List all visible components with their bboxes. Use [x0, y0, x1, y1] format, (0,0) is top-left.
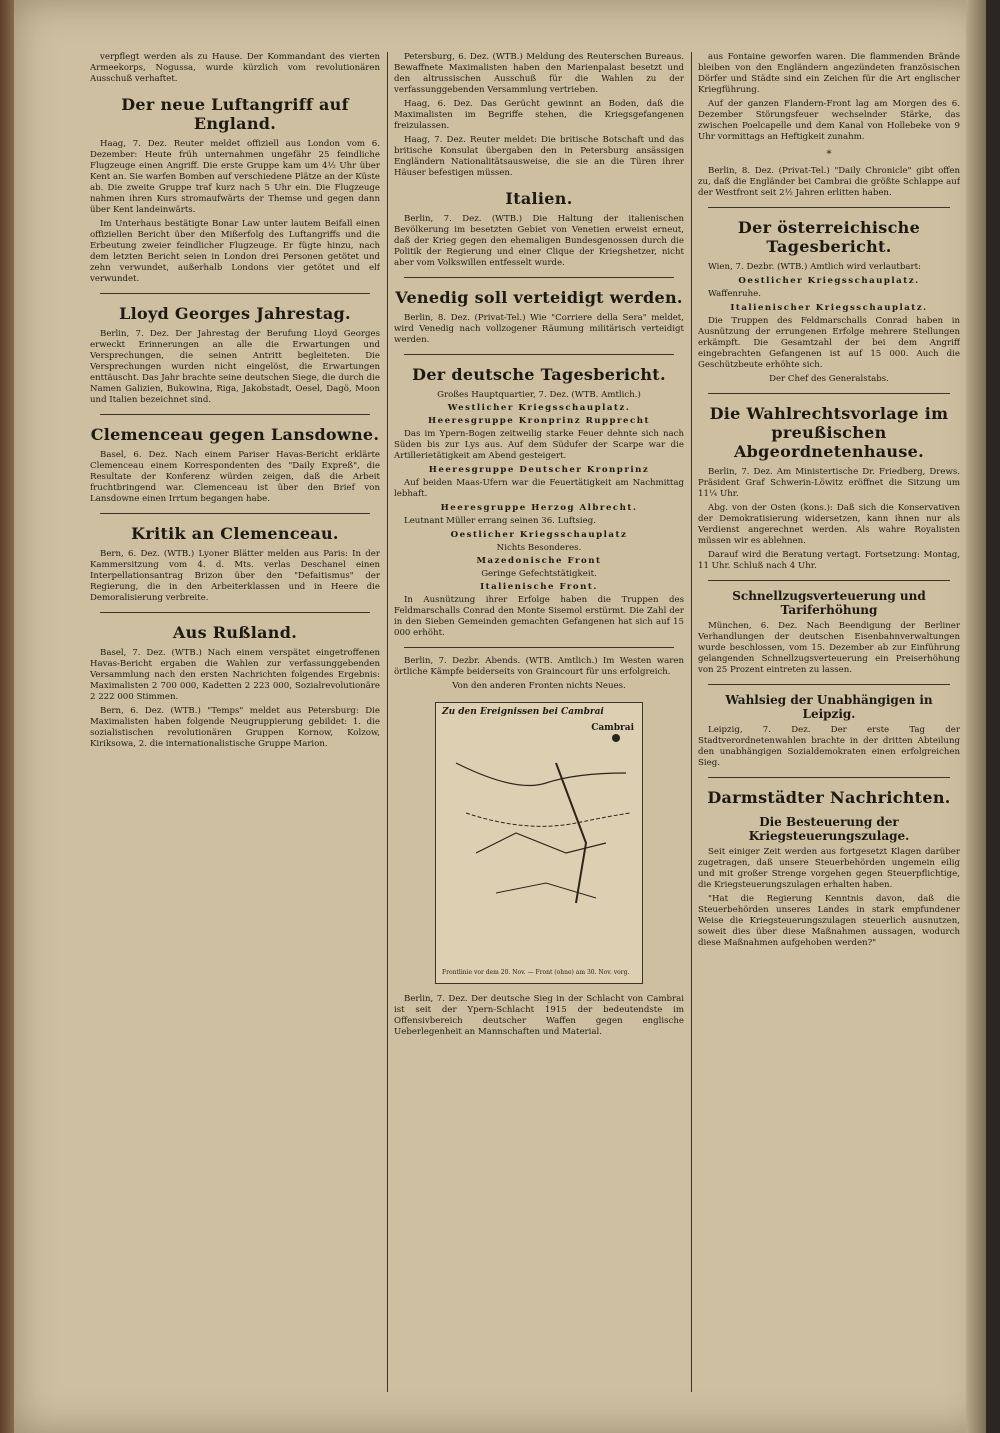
article-text: Leipzig, 7. Dez. Der erste Tag der Stadtverordnetenwahlen brachte in der dritten Abteilung den unabhängigen Sozialdemokraten einen erfolgreichen Sieg.	[698, 725, 960, 768]
article-text: Waffenruhe.	[708, 289, 761, 299]
separator	[404, 277, 674, 278]
article-text: Darauf wird die Beratung vertagt. Fortsetzung: Montag, 11 Uhr. Schluß nach 4 Uhr.	[698, 550, 960, 571]
separator	[708, 580, 950, 581]
signature: Der Chef des Generalstabs.	[769, 374, 889, 384]
article-text: Haag, 7. Dez. Reuter meldet offiziell aus London vom 6. Dezember: Heute früh unternahmen ungefähr 25 feindliche Flugzeuge einen Angriff. Die erste Gruppe kam um 4½ Uhr über Kent an. Sie warfen Bomben auf verschiedene Plätze an der Küste ab. Die zweite Gruppe traf kurz nach 5 Uhr ein. Die Flugzeuge nahmen ihren Kurs stromaufwärts der Themse und gegen dann über Kent landeinwärts.	[90, 139, 380, 215]
map-lines	[436, 703, 642, 983]
article-text: Bern, 6. Dez. (WTB.) Lyoner Blätter melden aus Paris: In der Kammersitzung vom 4. d. Mts. verlas Deschanel einen Interpellationsantrag Brizon über den "Defaitismus" der Regierung, die in den Arbeiterklassen und in Heere die Demoralisierung verbreite.	[90, 549, 380, 603]
column-rule-left	[387, 52, 388, 1392]
dateline: Großes Hauptquartier, 7. Dez. (WTB. Amtlich.)	[437, 390, 641, 400]
headline-kritik-clemenceau: Kritik an Clemenceau.	[131, 524, 339, 543]
article-text: München, 6. Dez. Nach Beendigung der Berliner Verhandlungen der deutschen Eisenbahnverwaltungen wurde beschlossen, vom 15. Dezember ab zur Einführung gelangenden Schnellzugsverteuerung ein Preiserhöhung von 25 Prozent eintreten zu lassen.	[698, 621, 960, 675]
article-text: Haag, 7. Dez. Reuter meldet: Die britische Botschaft und das britische Konsulat übergaben den in Petersburg ansässigen Engländern Nationalitätsausweise, die sie an die Türen ihrer Häuser befestigen müssen.	[394, 135, 684, 178]
article-text: Abg. von der Osten (kons.): Daß sich die Konservativen der Demokratisierung widersetzen, kann ihnen nur als Verdienst angerechnet werden. Als wahre Royalisten müssen wir es ablehnen.	[698, 503, 960, 546]
article-text: Berlin, 7. Dezbr. Abends. (WTB. Amtlich.) Im Westen waren örtliche Kämpfe beiderseits von Graincourt für uns erfolgreich.	[394, 656, 684, 677]
article-text: Im Unterhaus bestätigte Bonar Law unter lautem Beifall einen offiziellen Bericht über den Mißerfolg des Luftangriffs und die Erbeutung zweier feindlicher Flugzeuge. Er fügte hinzu, nach dem letzten Bericht seien in London drei Personen getötet und zehn verwundet, außerhalb Londons vier getötet und elf verwundet.	[90, 219, 380, 284]
headline-clemenceau-lansdowne: Clemenceau gegen Lansdowne.	[90, 425, 380, 444]
article-text: In Ausnützung ihrer Erfolge haben die Truppen des Feldmarschalls Conrad den Monte Sisemol erstürmt. Die Zahl der in den Sieben Gemeinden gemachten Gefangenen hat sich auf 15 000 erhöht.	[394, 595, 684, 638]
article-text: Von den anderen Fronten nichts Neues.	[452, 681, 626, 691]
headline-russland: Aus Rußland.	[172, 623, 298, 642]
article-text: Geringe Gefechtstätigkeit.	[481, 569, 597, 579]
subheading: Oestlicher Kriegsschauplatz.	[738, 276, 920, 286]
subheading: Westlicher Kriegsschauplatz.	[447, 403, 631, 413]
headline-lloyd-george: Lloyd Georges Jahrestag.	[119, 304, 351, 323]
subheading: Heeresgruppe Kronprinz Rupprecht	[428, 416, 650, 426]
headline-besteuerung: Die Besteuerung der Kriegsteuerungszulage.	[748, 815, 910, 843]
article-text: Basel, 6. Dez. Nach einem Pariser Havas-Bericht erklärte Clemenceau einem Korrespondenten des "Daily Expreß", die Resultate der Konferenz würden zeigen, daß die Arbeit fruchtbringend war. Clemenceau ist über den Brief von Lansdowne einen Irrtum begangen habe.	[90, 450, 380, 504]
subheading: Italienische Front.	[480, 582, 598, 592]
book-binding	[0, 0, 14, 1433]
separator	[100, 414, 370, 415]
headline-wahlsieg-leipzig: Wahlsieg der Unabhängigen in Leipzig.	[725, 693, 933, 721]
column-rule-right	[691, 52, 692, 1392]
separator	[100, 513, 370, 514]
article-text: Haag, 6. Dez. Das Gerücht gewinnt an Boden, daß die Maximalisten im Begriffe stehen, die Kriegsgefangenen freizulassen.	[394, 99, 684, 131]
headline-luftangriff: Der neue Luftangriff auf England.	[121, 95, 349, 133]
separator	[708, 207, 950, 208]
article-text: Berlin, 7. Dez. Der deutsche Sieg in der Schlacht von Cambrai ist seit der Ypern-Schlacht 1915 der bedeutendste im Offensivbereich deutscher Waffen gegen englische Ueberlegenheit an Mannschaften und Material.	[394, 994, 684, 1037]
subheading: Italienischer Kriegsschauplatz.	[730, 303, 928, 313]
subheading: Oestlicher Kriegsschauplatz	[450, 530, 628, 540]
article-text: Die Truppen des Feldmarschalls Conrad haben in Ausnützung der errungenen Erfolge mehrere Stellungen erkämpft. Die Gesamtzahl der bei dem Angriff eingebrachten Gefangenen ist auf 15 000. Auch die Geschützbeute erhöhte sich.	[698, 316, 960, 370]
article-text: Berlin, 7. Dez. (WTB.) Die Haltung der italienischen Bevölkerung im besetzten Gebiet von Venetien erweist erneut, daß der Krieg gegen den ehemaligen Bundesgenossen durch die Politik der Regierung und einer Clique der Kriegshetzer, nicht aber vom Volkswillen entfesselt wurde.	[394, 214, 684, 268]
headline-oesterreich-tagesbericht: Der österreichische Tagesbericht.	[737, 218, 921, 256]
article-text: Berlin, 7. Dez. Der Jahrestag der Berufung Lloyd Georges erweckt Erinnerungen an alle die Erwartungen und Versprechungen, die seinen Antritt begleiteten. Die Versprechungen wurden nicht eingelöst, die Erwartungen enttäuscht. Das Jahr brachte seine deutschen Siege, die durch die Namen Galizien, Bukowina, Riga, Jakobstadt, Oesel, Dagö, Moon und Italien bezeichnet sind.	[90, 329, 380, 405]
article-text: Das im Ypern-Bogen zeitweilig starke Feuer dehnte sich nach Süden bis zur Lys aus. Auf dem Südufer der Scarpe war die Artillerietätigkeit am Abend gesteigert.	[394, 429, 684, 461]
article-text: Petersburg, 6. Dez. (WTB.) Meldung des Reuterschen Bureaus. Bewaffnete Maximalisten haben den Marienpalast besetzt und den altrussischen Ausschuß für die Wahlen zu der verfassunggebenden Versammlung vertrieben.	[394, 52, 684, 95]
article-text: Leutnant Müller errang seinen 36. Luftsieg.	[404, 516, 596, 526]
headline-italien: Italien.	[505, 189, 573, 208]
article-text: "Hat die Regierung Kenntnis davon, daß die Steuerbehörden unseres Landes in stark empfundener Weise die Kriegsteuerungszulagen steuerlich ausnutzen, soweit dies über diese Maßnahmen aussagen, wodurch diese Maßnahmen aufgehoben werden?"	[698, 894, 960, 948]
article-text: Bern, 6. Dez. (WTB.) "Temps" meldet aus Petersburg: Die Maximalisten haben folgende Neugruppierung gebildet: 1. die sozialistischen revolutionären Gruppen Kornow, Kolzow, Kiriksowa, 2. die internationalistische Gruppe Marion.	[90, 706, 380, 749]
map-city-label: Cambrai	[591, 723, 634, 733]
headline-darmstaedter-nachrichten: Darmstädter Nachrichten.	[707, 788, 951, 807]
headline-schnellzug: Schnellzugsverteuerung und Tariferhöhung	[732, 589, 926, 617]
subheading: Heeresgruppe Deutscher Kronprinz	[428, 465, 650, 475]
article-text: Berlin, 8. Dez. (Privat-Tel.) "Daily Chronicle" gibt offen zu, daß die Engländer bei Cambrai die größte Schlappe auf der Westfront seit 2½ Jahren erlitten haben.	[698, 166, 960, 198]
article-text: aus Fontaine geworfen waren. Die flammenden Brände bleiben von den Engländern angezündeten französischen Dörfer und Städte sind ein Zeichen für die Art englischer Kriegführung.	[698, 52, 960, 95]
article-text: Seit einiger Zeit werden aus fortgesetzt Klagen darüber zugetragen, daß unsere Steuerbehörden ungemein eilig und mit großer Strenge vorgehen gegen Steuerpflichtige, die Kriegsteuerungszulagen erhalten haben.	[698, 847, 960, 890]
separator	[708, 393, 950, 394]
article-text: Nichts Besonderes.	[496, 543, 582, 553]
separator	[100, 293, 370, 294]
star-separator: *	[826, 149, 832, 160]
separator	[404, 354, 674, 355]
article-text: Auf beiden Maas-Ufern war die Feuertätigkeit am Nachmittag lebhaft.	[394, 478, 684, 499]
subheading: Heeresgruppe Herzog Albrecht.	[440, 503, 638, 513]
intro-text: verpflegt werden als zu Hause. Der Kommandant des vierten Armeekorps, Nogussa, wurde kürzlich vom revolutionären Ausschuß verhaftet.	[90, 52, 380, 84]
column-3	[698, 52, 960, 1392]
separator	[708, 777, 950, 778]
map-title: Zu den Ereignissen bei Cambrai	[442, 707, 604, 717]
map-legend: Frontlinie vor dem 20. Nov. — Front (ohne) am 30. Nov. vorg.	[442, 969, 630, 976]
adjacent-page-edge	[966, 0, 986, 1433]
separator	[100, 612, 370, 613]
article-text: Berlin, 7. Dez. Am Ministertische Dr. Friedberg, Drews. Präsident Graf Schwerin-Löwitz eröffnet die Sitzung um 11¼ Uhr.	[698, 467, 960, 499]
headline-wahlrechtsvorlage: Die Wahlrechtsvorlage im preußischen Abgeordnetenhause.	[709, 404, 949, 461]
article-text: Auf der ganzen Flandern-Front lag am Morgen des 6. Dezember Störungsfeuer wechselnder Stärke, das zwischen Poelcapelle und dem Kanal von Hollebeke von 9 Uhr vormittags an Heftigkeit zunahm.	[698, 99, 960, 142]
column-1	[90, 52, 380, 1392]
article-text: Basel, 7. Dez. (WTB.) Nach einem verspätet eingetroffenen Havas-Bericht ergaben die Wahlen zur verfassunggebenden Versammlung nach den ersten Nachrichten folgendes Ergebnis: Maximalisten 2 700 000, Kadetten 2 223 000, Sozialrevolutionäre 2 222 000 Stimmen.	[90, 648, 380, 702]
separator	[708, 684, 950, 685]
subheading: Mazedonische Front	[476, 556, 602, 566]
dateline: Wien, 7. Dezbr. (WTB.) Amtlich wird verlautbart:	[708, 262, 921, 272]
headline-venedig: Venedig soll verteidigt werden.	[395, 288, 683, 307]
cambrai-map	[435, 702, 643, 984]
column-2	[394, 52, 684, 1392]
headline-deutscher-tagesbericht: Der deutsche Tagesbericht.	[412, 365, 666, 384]
article-text: Berlin, 8. Dez. (Privat-Tel.) Wie "Corriere della Sera" meldet, wird Venedig nach vollzogener Räumung militärisch verteidigt werden.	[394, 313, 684, 345]
separator	[404, 647, 674, 648]
